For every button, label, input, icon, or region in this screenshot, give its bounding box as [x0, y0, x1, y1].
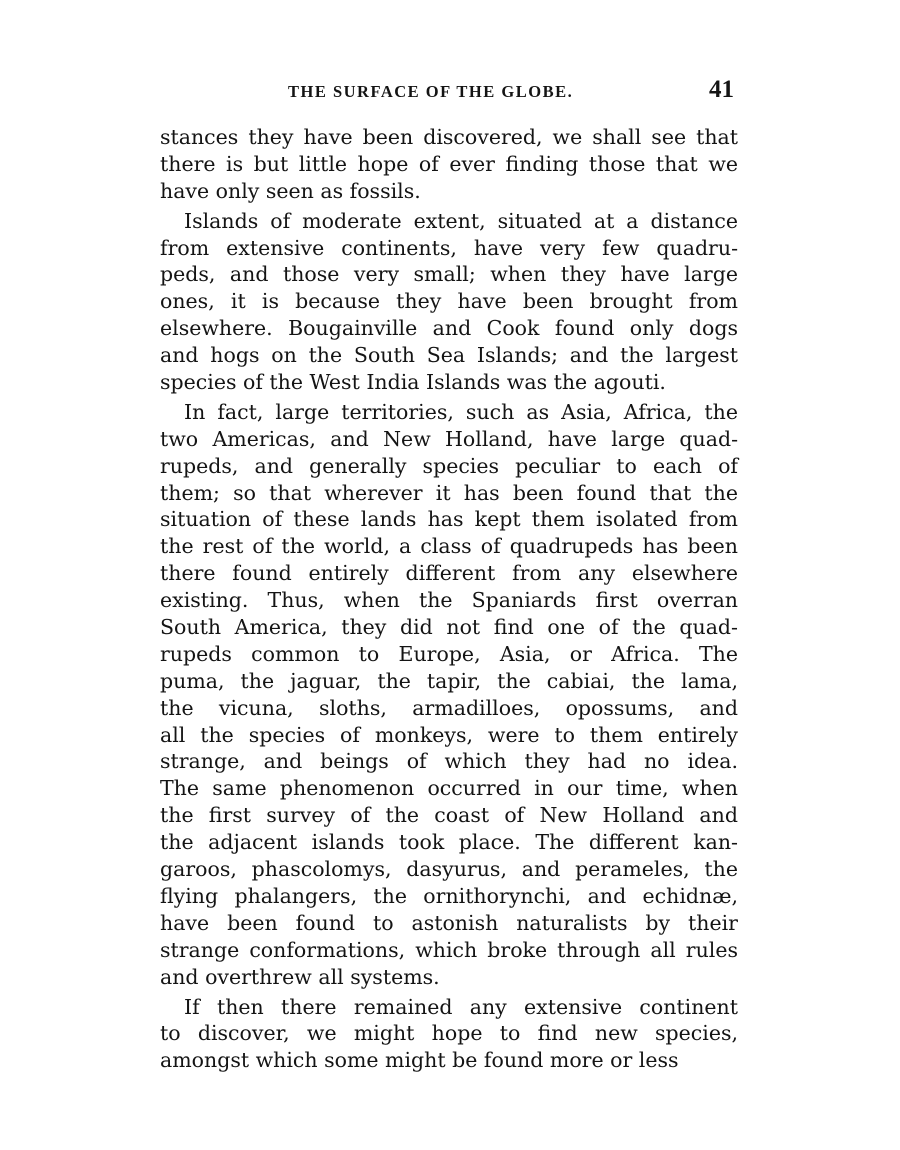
paragraph — [160, 994, 738, 1075]
text-line: South America, they did not find one of the quad- — [160, 615, 738, 640]
text-line: elsewhere. Bougainville and Cook found only dogs — [160, 316, 738, 341]
text-line: If then there remained any extensive continent — [184, 994, 738, 1019]
text-line: garoos, phascolomys, dasyurus, and perameles, the — [160, 857, 738, 882]
body-text — [160, 124, 738, 1074]
text-line: puma, the jaguar, the tapir, the cabiai, the lama, — [160, 668, 738, 693]
text-line: there found entirely different from any elsewhere — [160, 561, 738, 586]
text-line: The same phenomenon occurred in our time, when — [160, 776, 738, 801]
text-line: and overthrew all systems. — [160, 964, 440, 989]
text-line: flying phalangers, the ornithorynchi, and echidnæ, — [160, 883, 738, 908]
text-line: to discover, we might hope to find new species, — [160, 1021, 738, 1046]
text-line: there is but little hope of ever finding those that we — [160, 151, 738, 176]
text-line: ones, it is because they have been brought from — [160, 289, 738, 314]
running-title: THE SURFACE OF THE GLOBE. — [288, 82, 574, 101]
text-line: amongst which some might be found more or less — [160, 1048, 679, 1073]
text-line: stances they have been discovered, we shall see that — [160, 125, 738, 149]
running-head — [160, 76, 738, 110]
text-line: Islands of moderate extent, situated at a distance — [184, 208, 738, 233]
text-line: situation of these lands has kept them isolated from — [160, 507, 738, 532]
paragraph — [160, 208, 738, 396]
text-line: have been found to astonish naturalists by their — [160, 910, 738, 935]
text-line: strange conformations, which broke through all rules — [160, 937, 738, 962]
text-line: In fact, large territories, such as Asia, Africa, the — [184, 399, 738, 424]
text-line: existing. Thus, when the Spaniards first overran — [160, 588, 738, 613]
text-line: species of the West India Islands was the agouti. — [160, 370, 666, 395]
page-number: 41 — [709, 76, 734, 103]
text-line: the adjacent islands took place. The different kan- — [160, 830, 738, 855]
text-line: two Americas, and New Holland, have large quad- — [160, 426, 738, 451]
text-line: strange, and beings of which they had no idea. — [160, 749, 738, 774]
text-line: and hogs on the South Sea Islands; and the largest — [160, 343, 738, 368]
text-line: peds, and those very small; when they have large — [160, 262, 738, 287]
paragraph — [160, 399, 738, 991]
text-line: have only seen as fossils. — [160, 178, 421, 203]
text-line: the rest of the world, a class of quadrupeds has been — [160, 534, 738, 559]
text-line: rupeds common to Europe, Asia, or Africa. The — [160, 641, 738, 666]
text-line: the vicuna, sloths, armadilloes, opossums, and — [160, 695, 738, 720]
text-line: the first survey of the coast of New Holland and — [160, 803, 738, 828]
text-line: all the species of monkeys, were to them entirely — [160, 722, 738, 747]
paragraph — [160, 124, 738, 205]
text-line: them; so that wherever it has been found that the — [160, 480, 738, 505]
text-line: rupeds, and generally species peculiar to each of — [160, 453, 738, 478]
text-line: from extensive continents, have very few quadru- — [160, 235, 738, 260]
